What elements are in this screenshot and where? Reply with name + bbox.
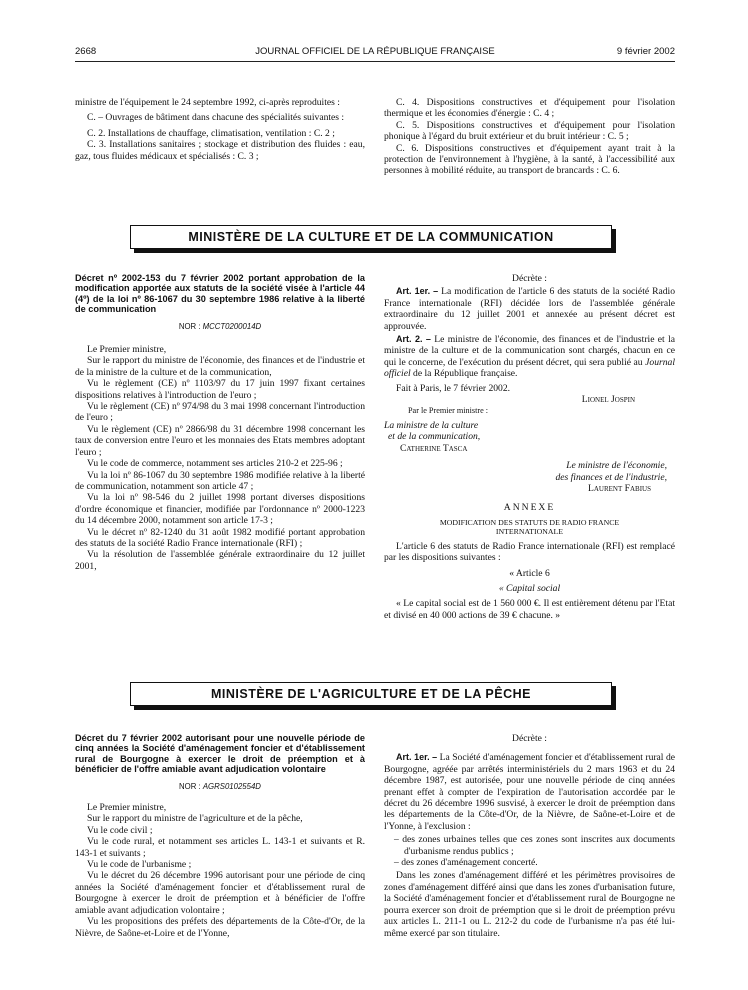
article-2 bbox=[384, 334, 675, 380]
decree-title: Décret nº 2002-153 du 7 février 2002 portant approbation de la modification apportée aux statuts de la société visée à l'article 44 (4º) de la loi nº 86-1067 du 30 septembre 1986 relative à la liberté de communication bbox=[75, 273, 365, 315]
article-label: Art. 1er. – bbox=[396, 286, 439, 297]
paragraph: Vu le décret du 26 décembre 1996 autorisant pour une période de cinq années la Société d'aménagement foncier et d'établissement rural de Bourgogne à exercer le droit de préemption et à bénéficier de l'offre amiable avant adjudication volontaire ; bbox=[75, 870, 365, 916]
paragraph: Vu les propositions des préfets des départements de la Côte-d'Or, de la Nièvre, de Saône-et-Loire et de l'Yonne, bbox=[75, 916, 365, 939]
article-1 bbox=[384, 752, 675, 832]
annex-heading: ANNEXE bbox=[503, 502, 556, 514]
article-1 bbox=[384, 286, 675, 332]
paragraph: C. 3. Installations sanitaires ; stockage et distribution des fluides : eau, gaz, tous fluides médicaux et spécialisés : C. 3 ; bbox=[75, 139, 365, 162]
paragraph: C. – Ouvrages de bâtiment dans chacune des spécialités suivantes : bbox=[87, 112, 345, 124]
paragraph: Vu la loi nº 98-546 du 2 juillet 1998 portant diverses dispositions d'ordre économique et financier, modifiée par l'ordonnance nº 2000-1223 du 14 décembre 2000, notamment son article 17-3 ; bbox=[75, 492, 365, 527]
paragraph: C. 6. Dispositions constructives et d'équipement ayant trait à la protection de l'environnement à l'hygiène, à la santé, à l'accessibilité aux personnes à mobilité réduite, au transport de brancards : C. 6. bbox=[384, 142, 675, 177]
section1-right-column bbox=[384, 273, 675, 621]
ministry-heading-agriculture: MINISTÈRE DE L'AGRICULTURE ET DE LA PÊCHE bbox=[130, 682, 612, 706]
ministry-heading-culture: MINISTÈRE DE LA CULTURE ET DE LA COMMUNICATION bbox=[130, 225, 612, 249]
annex-caption: « Capital social bbox=[498, 582, 561, 594]
minister-title: des finances et de l'industrie, bbox=[555, 471, 667, 483]
section2-left-column bbox=[75, 733, 365, 939]
nor-label: NOR : bbox=[178, 321, 203, 331]
paragraph: Vu le décret nº 82-1240 du 31 août 1982 modifié portant approbation des statuts de la société Radio France internationale (RFI) ; bbox=[75, 526, 365, 549]
paragraph: C. 5. Dispositions constructives et d'équipement pour l'isolation phonique à l'égard du bruit extérieur et du bruit intérieur : C. 5 ; bbox=[384, 119, 675, 143]
page-number: 2668 bbox=[75, 46, 97, 57]
paragraph: Vu le règlement (CE) nº 2866/98 du 31 décembre 1998 concernant les taux de conversion entre l'euro et les monnaies des Etats membres adoptant l'euro ; bbox=[75, 423, 365, 458]
nor-code: MCCT0200014D bbox=[202, 321, 262, 331]
list-item: – des zones d'aménagement concerté. bbox=[394, 857, 538, 869]
by-the-pm: Par le Premier ministre : bbox=[408, 406, 489, 416]
annex-subtitle: MODIFICATION DES STATUTS DE RADIO FRANCE bbox=[439, 517, 620, 527]
journal-ref: Journal officiel bbox=[384, 356, 675, 380]
header-rule bbox=[75, 61, 675, 62]
minister-title: Le ministre de l'économie, bbox=[566, 460, 667, 472]
article-label: Art. 1er. – bbox=[396, 752, 438, 763]
paragraph: Sur le rapport du ministre de l'économie, des finances et de l'industrie et de la ministre de la culture et de la communication, bbox=[75, 355, 365, 378]
article-text: Le ministre de l'économie, des finances et de l'industrie et la ministre de la culture et de la communication sont chargés, chacun en ce qui le concerne, de l'exécution du présent décret, qui sera publié au bbox=[384, 334, 675, 368]
paragraph: Vu le code civil ; bbox=[87, 824, 153, 836]
decrete-line: Décrète : bbox=[512, 273, 547, 284]
annex-subtitle: INTERNATIONALE bbox=[495, 527, 564, 537]
paragraph: Vu le règlement (CE) nº 974/98 du 3 mai 1998 concernant l'introduction de l'euro ; bbox=[75, 401, 365, 424]
list-item: – des zones urbaines telles que ces zones sont inscrites aux documents d'urbanisme rendus publics ; bbox=[394, 834, 675, 857]
paragraph: Vu le règlement (CE) nº 1103/97 du 17 juin 1997 fixant certaines dispositions relatives à l'introduction de l'euro ; bbox=[75, 378, 365, 401]
annex-article: « Article 6 bbox=[509, 567, 550, 579]
nor-label: NOR : bbox=[179, 781, 203, 791]
nor-line bbox=[75, 781, 365, 792]
journal-title: JOURNAL OFFICIEL DE LA RÉPUBLIQUE FRANÇAISE bbox=[255, 46, 495, 57]
nor-code: AGRS0102554D bbox=[202, 781, 261, 791]
issue-date: 9 février 2002 bbox=[616, 46, 675, 57]
paragraph: C. 4. Dispositions constructives et d'équipement pour l'isolation thermique et les économies d'énergie : C. 4 ; bbox=[384, 97, 675, 120]
signature-pm: Lionel Jospin bbox=[581, 394, 635, 406]
minister-title: et de la communication, bbox=[388, 431, 481, 443]
paragraph: Sur le rapport du ministre de l'agriculture et de la pêche, bbox=[87, 813, 303, 825]
paragraph: Le Premier ministre, bbox=[87, 344, 167, 356]
paragraph: Vu la loi nº 86-1067 du 30 septembre 1986 modifiée relative à la liberté de communication, notamment son article 47 ; bbox=[75, 469, 365, 492]
paragraph: « Le capital social est de 1 560 000 €. Il est entièrement détenu par l'Etat et divisé en 40 000 actions de 39 € chacune. » bbox=[384, 598, 675, 621]
paragraph: Le Premier ministre, bbox=[87, 802, 167, 814]
article-text: La modification de l'article 6 des statuts de la société Radio France internationale (RFI) décidée lors de l'assemblée générale extraordinaire du 12 juillet 2001 et annexée au présent décret est approuvée. bbox=[384, 286, 675, 332]
paragraph: C. 2. Installations de chauffage, climatisation, ventilation : C. 2 ; bbox=[87, 127, 335, 139]
paragraph: Vu le code de commerce, notamment ses articles 210-2 et 225-96 ; bbox=[87, 458, 343, 470]
section2-right-column bbox=[384, 733, 675, 939]
decrete-line: Décrète : bbox=[512, 733, 547, 744]
paragraph: Vu la résolution de l'assemblée générale extraordinaire du 12 juillet 2001, bbox=[75, 549, 365, 572]
top-right-column bbox=[384, 97, 675, 177]
article-text: La Société d'aménagement foncier et d'établissement rural de Bourgogne, agréée par arrêtés interministériels du 2 mars 1963 et du 24 décembre 1987, est autorisée, pour une nouvelle période de cinq années prenant effet à compter de l'expiration de l'autorisation accordée par le décret du 26 décembre 1996 susvisé, à exercer le droit de préemption dans les départements de la Côte-d'Or, de la Nièvre, de Saône-et-Loire et de l'Yonne, à l'exclusion : bbox=[384, 752, 675, 832]
minister-title: La ministre de la culture bbox=[384, 419, 479, 431]
running-header bbox=[75, 46, 675, 60]
paragraph: L'article 6 des statuts de Radio France internationale (RFI) est remplacé par les dispositions suivantes : bbox=[384, 540, 675, 564]
paragraph: Vu le code rural, et notamment ses articles L. 143-1 et suivants et R. 143-1 et suivants ; bbox=[75, 836, 365, 859]
signature-minister: Laurent Fabius bbox=[588, 482, 651, 494]
nor-line bbox=[75, 321, 365, 332]
paragraph: ministre de l'équipement le 24 septembre 1992, ci-après reproduites : bbox=[75, 97, 340, 108]
section1-left-column bbox=[75, 273, 365, 572]
exclusion-list bbox=[384, 834, 675, 868]
signature-minister: Catherine Tasca bbox=[400, 442, 468, 454]
done-at-line: Fait à Paris, le 7 février 2002. bbox=[396, 382, 511, 394]
paragraph: Vu le code de l'urbanisme ; bbox=[87, 859, 192, 871]
article-label: Art. 2. – bbox=[396, 334, 431, 345]
paragraph: Dans les zones d'aménagement différé et les périmètres provisoires de zones d'aménagement différé ainsi que dans les zones d'urbanisation future, la Société d'aménagement foncier et d'établissement rural de Bourgogne ne pourra exercer son droit de préemption que si le droit de préemption prévu aux articles L. 211-1 ou L. 212-2 du code de l'urbanisme n'a pas été lui-même exercé par son titulaire. bbox=[384, 870, 675, 939]
top-left-column bbox=[75, 97, 365, 162]
article-text-end: de la République française. bbox=[410, 368, 518, 380]
decree-title: Décret du 7 février 2002 autorisant pour une nouvelle période de cinq années la Société d'aménagement foncier et d'établissement rural de Bourgogne à exercer le droit de préemption et à bénéficier de l'offre amiable avant adjudication volontaire bbox=[75, 733, 365, 775]
